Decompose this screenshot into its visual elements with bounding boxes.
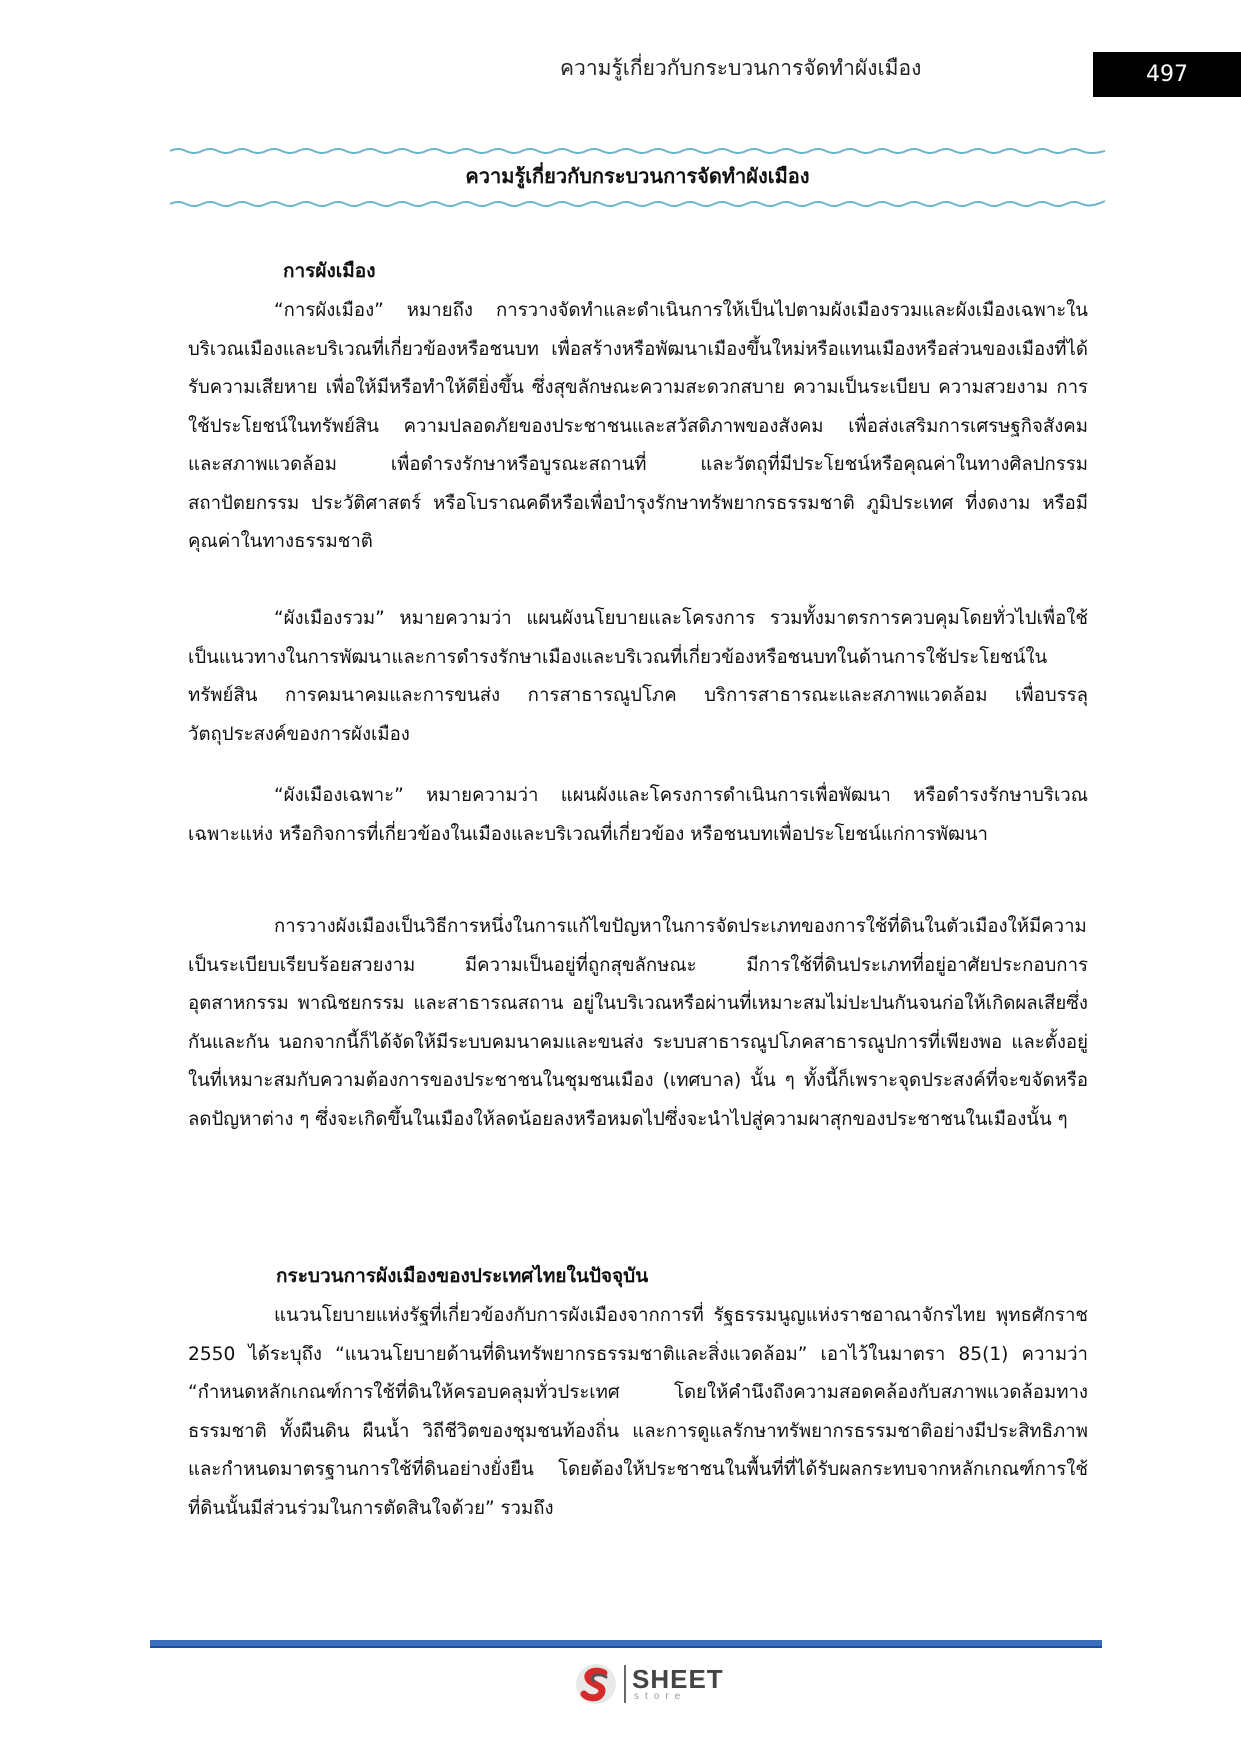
footer-logo [574,1660,724,1708]
footer-bar [150,1640,1102,1648]
title-top-rule [170,146,1105,154]
paragraph-comprehensive-plan-definition: “ผังเมืองรวม” หมายความว่า แผนผังนโยบายและโครงการ รวมทั้งมาตรการควบคุมโดยทั่วไปเพื่อใช้เป็นแนวทางในการพัฒนาและการดำรงรักษาเมืองและบริเวณที่เกี่ยวข้องหรือชนบทในด้านการใช้ประโยชน์ในทรัพย์สิน การคมนาคมและการขนส่ง การสาธารณูปโภค บริการสาธารณะและสภาพแวดล้อม เพื่อบรรลุวัตถุประสงค์ของการผังเมือง [188,608,1088,745]
title-bottom-rule [170,200,1105,208]
paragraph-urban-planning-definition: “การผังเมือง” หมายถึง การวางจัดทำและดำเนินการให้เป็นไปตามผังเมืองรวมและผังเมืองเฉพาะในบริเวณเมืองและบริเวณที่เกี่ยวข้องหรือชนบท เพื่อสร้างหรือพัฒนาเมืองขึ้นใหม่หรือแทนเมืองหรือส่วนของเมืองที่ได้รับความเสียหาย เพื่อให้มีหรือทำให้ดียิ่งขึ้น ซึ่งสุขลักษณะความสะดวกสบาย ความเป็นระเบียบ ความสวยงาม การใช้ประโยชน์ในทรัพย์สิน ความปลอดภัยของประชาชนและสวัสดิภาพของสังคม เพื่อส่งเสริมการเศรษฐกิจสังคม และสภาพแวดล้อม เพื่อดำรงรักษาหรือบูรณะสถานที่ และวัตถุที่มีประโยชน์หรือคุณค่าในทางศิลปกรรม สถาปัตยกรรม ประวัติศาสตร์ หรือโบราณคดีหรือเพื่อบำรุงรักษาทรัพยากรธรรมชาติ ภูมิประเทศ ที่งดงาม หรือมีคุณค่าในทางธรรมชาติ [188,300,1088,552]
page-number-box [1093,52,1241,97]
page-number: 497 [1146,62,1188,87]
logo-divider [624,1665,626,1703]
logo-main-text: SHEET [632,1664,724,1694]
running-header-title: ความรู้เกี่ยวกับกระบวนการจัดทำผังเมือง [560,56,922,80]
logo-text [632,1666,724,1702]
paragraph-planning-purpose: การวางผังเมืองเป็นวิธีการหนึ่งในการแก้ไขปัญหาในการจัดประเภทของการใช้ที่ดินในตัวเมืองให้มีความเป็นระเบียบเรียบร้อยสวยงาม มีความเป็นอยู่ที่ถูกสุขลักษณะ มีการใช้ที่ดินประเภทที่อยู่อาศัยประกอบการอุตสาหกรรม พาณิชยกรรม และสาธารณสถาน อยู่ในบริเวณหรือผ่านที่เหมาะสมไม่ปะปนกันจนก่อให้เกิดผลเสียซึ่งกันและกัน นอกจากนี้ก็ได้จัดให้มีระบบคมนาคมและขนส่ง ระบบสาธารณูปโภคสาธารณูปการที่เพียงพอ และตั้งอยู่ในที่เหมาะสมกับความต้องการของประชาชนในชุมชนเมือง (เทศบาล) นั้น ๆ ทั้งนี้ก็เพราะจุดประสงค์ที่จะขจัดหรือลดปัญหาต่าง ๆ ซึ่งจะเกิดขึ้นในเมืองให้ลดน้อยลงหรือหมดไปซึ่งจะนำไปสู่ความผาสุกของประชาชนในเมืองนั้น ๆ [188,916,1088,1130]
document-title: ความรู้เกี่ยวกับกระบวนการจัดทำผังเมือง [465,164,810,188]
section-heading-thai-planning-process: กระบวนการผังเมืองของประเทศไทยในปัจจุบัน [276,1265,649,1287]
paragraph-specific-plan-definition: “ผังเมืองเฉพาะ” หมายความว่า แผนผังและโครงการดำเนินการเพื่อพัฒนา หรือดำรงรักษาบริเวณเฉพาะแห่ง หรือกิจการที่เกี่ยวข้องในเมืองและบริเวณที่เกี่ยวข้อง หรือชนบทเพื่อประโยชน์แก่การพัฒนา [188,785,1088,845]
sheet-store-s-logo-icon [574,1662,618,1706]
logo-sub-text: store [634,1691,687,1702]
section-heading-urban-planning: การผังเมือง [283,260,376,282]
paragraph-state-policy: แนวนโยบายแห่งรัฐที่เกี่ยวข้องกับการผังเมืองจากการที่ รัฐธรรมนูญแห่งราชอาณาจักรไทย พุทธศักราช 2550 ได้ระบุถึง “แนวนโยบายด้านที่ดินทรัพยากรธรรมชาติและสิ่งแวดล้อม” เอาไว้ในมาตรา 85(1) ความว่า “กำหนดหลักเกณฑ์การใช้ที่ดินให้ครอบคลุมทั่วประเทศ โดยให้คำนึงถึงความสอดคล้องกับสภาพแวดล้อมทางธรรมชาติ ทั้งผืนดิน ผืนน้ำ วิถีชีวิตของชุมชนท้องถิ่น และการดูแลรักษาทรัพยากรธรรมชาติอย่างมีประสิทธิภาพและกำหนดมาตรฐานการใช้ที่ดินอย่างยั่งยืน โดยต้องให้ประชาชนในพื้นที่ที่ได้รับผลกระทบจากหลักเกณฑ์การใช้ที่ดินนั้นมีส่วนร่วมในการตัดสินใจด้วย” รวมถึง [188,1305,1088,1519]
